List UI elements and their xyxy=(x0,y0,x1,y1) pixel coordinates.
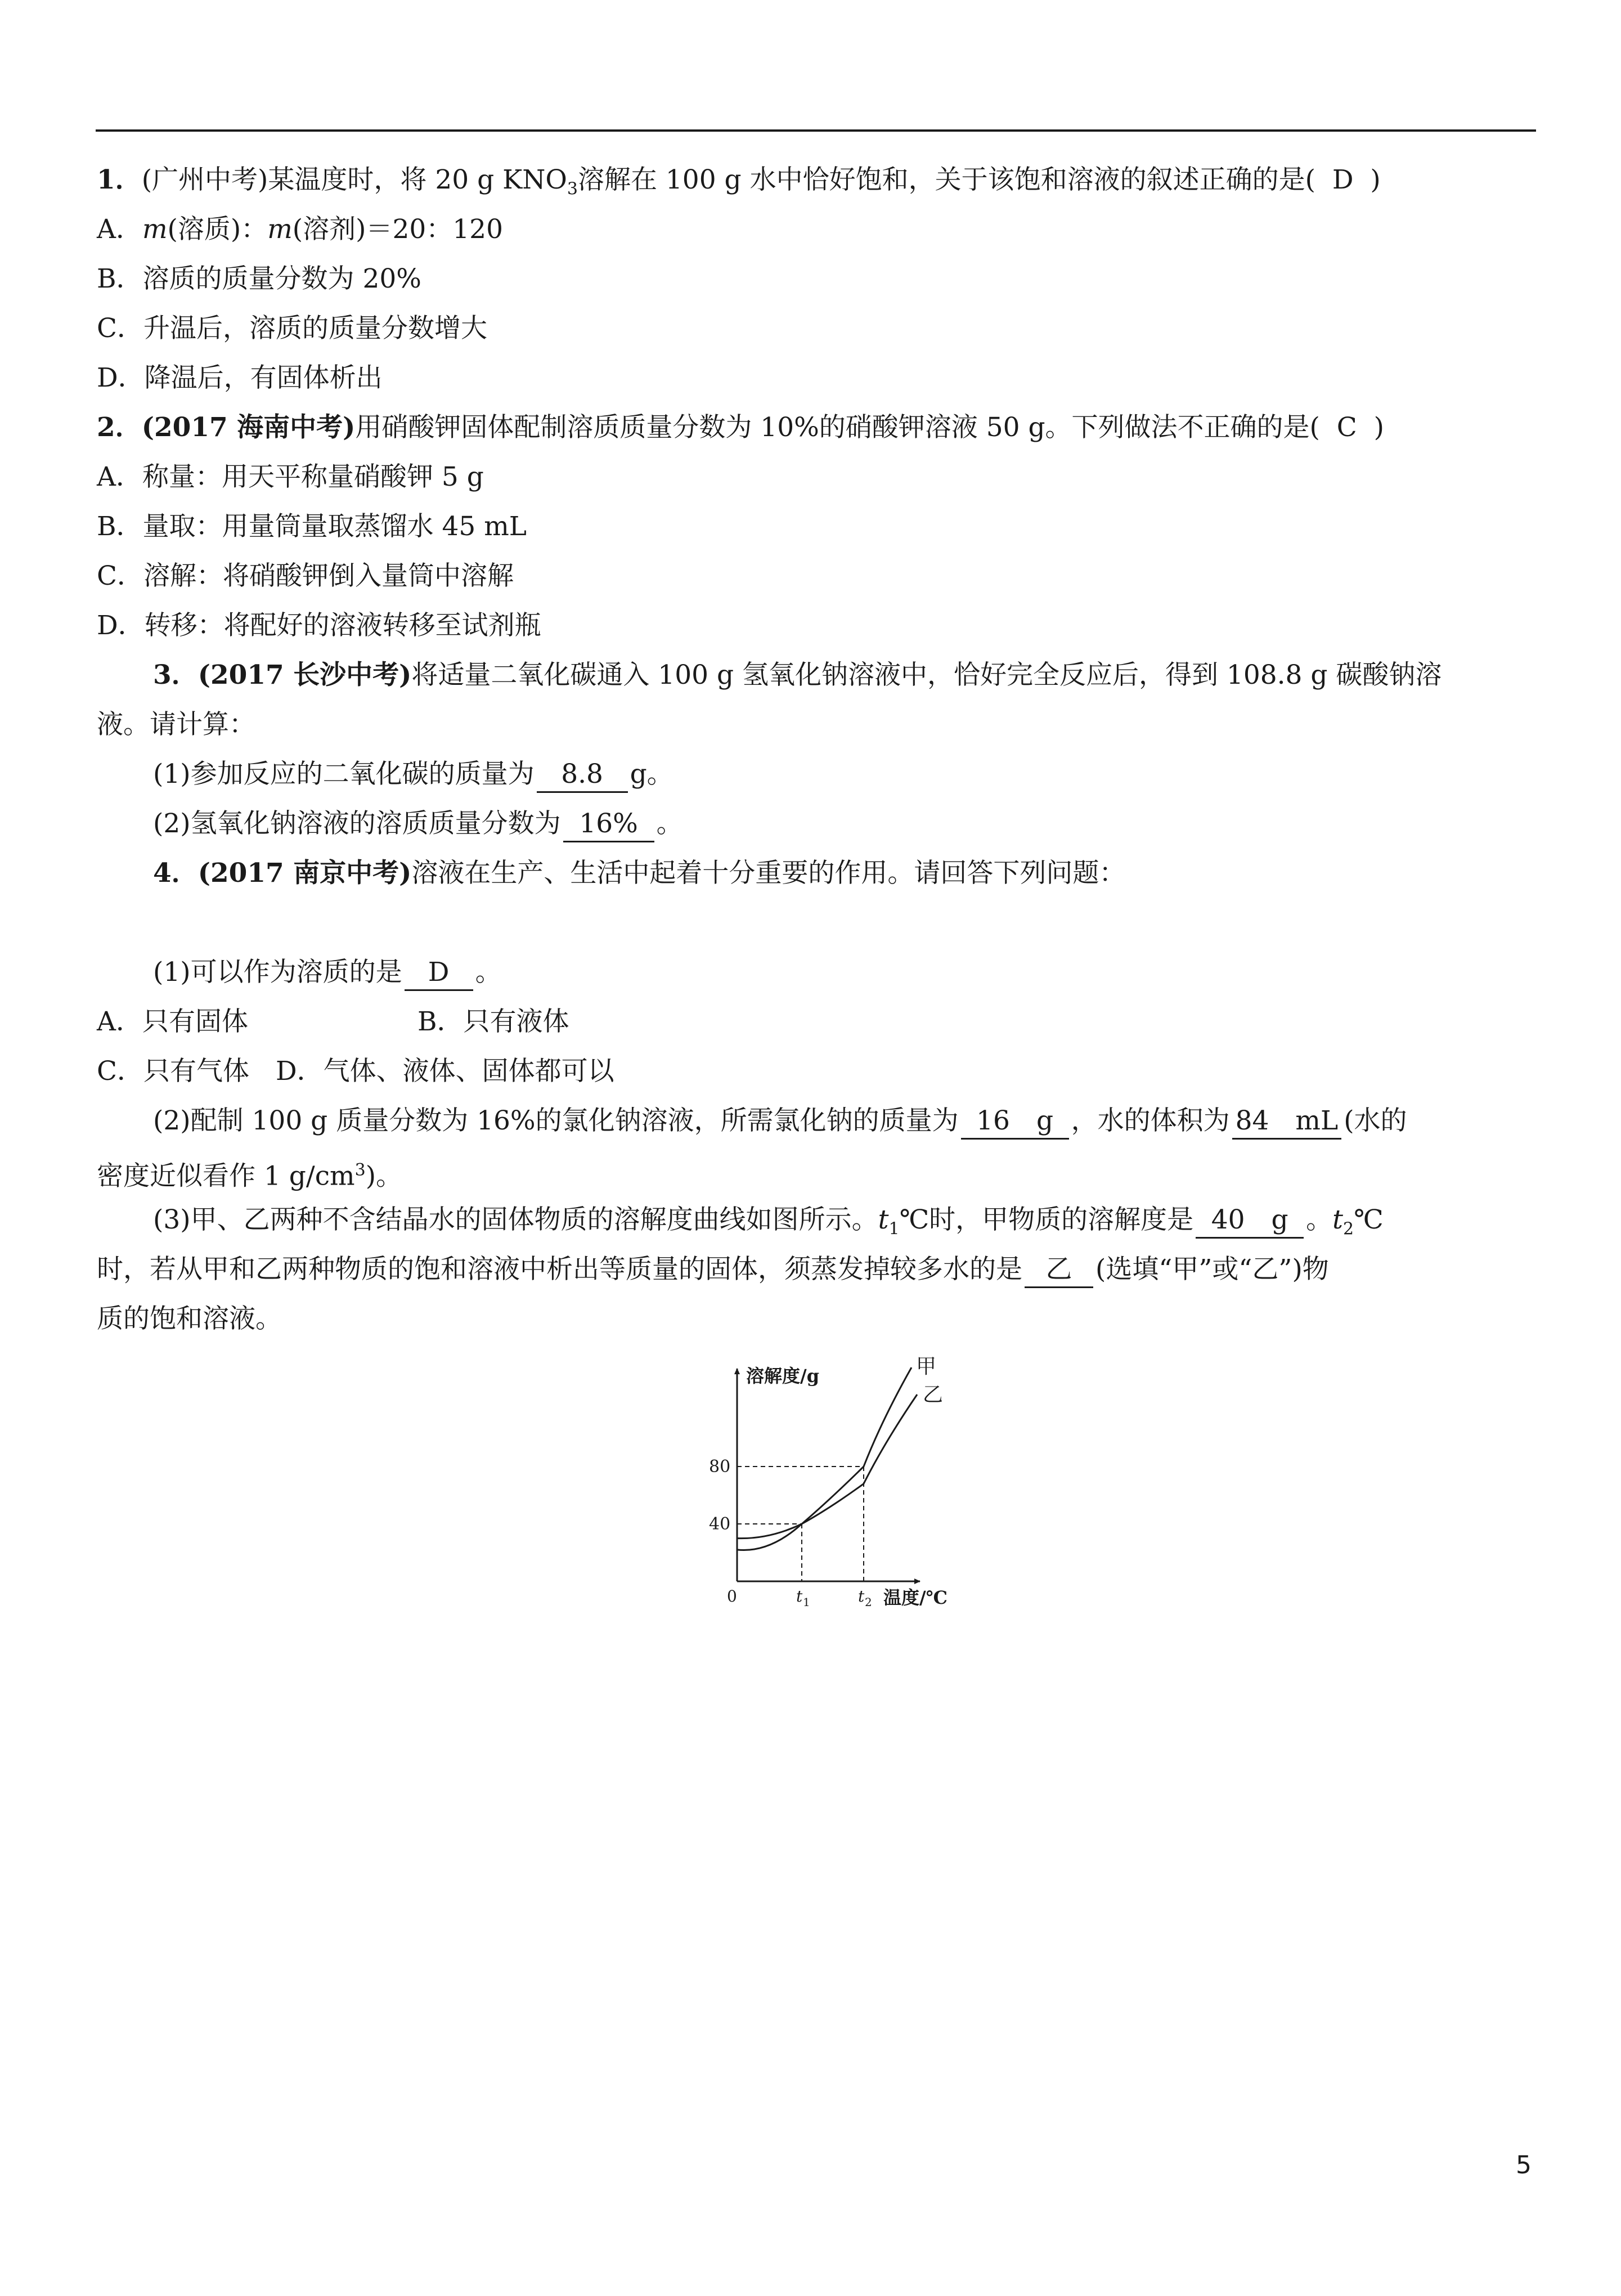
q1-option-b: B．溶质的质量分数为 20% xyxy=(97,263,421,294)
y-axis-label: 溶解度/g xyxy=(746,1365,820,1387)
q4-part3-answer-substance: 乙 xyxy=(1025,1253,1093,1288)
q1-close: ) xyxy=(1370,164,1381,195)
series-label-jia: 甲 xyxy=(916,1356,937,1378)
q1-stem-b: 溶解在 100 g 水中恰好饱和，关于该饱和溶液的叙述正确的是( xyxy=(577,164,1315,195)
q1-option-c: C．升温后，溶质的质量分数增大 xyxy=(97,313,487,344)
q3-part2-end: 。 xyxy=(656,808,683,839)
q4-option-b: B．只有液体 xyxy=(417,1006,569,1037)
q4-part3-t1-sub: 1 xyxy=(888,1219,900,1239)
origin-label: 0 xyxy=(727,1587,737,1606)
q4-stem-text: 溶液在生产、生活中起着十分重要的作用。请回答下列问题： xyxy=(411,858,1126,889)
q4-stem xyxy=(153,856,1125,890)
x-tick-t1: t xyxy=(796,1587,803,1606)
q2-number: 2． xyxy=(97,412,142,443)
y-tick-80: 80 xyxy=(709,1457,731,1477)
q4-part2-text: (2)配制 100 g 质量分数为 16%的氯化钠溶液，所需氯化钠的质量为 xyxy=(153,1105,959,1136)
q3-source: (2017 长沙中考) xyxy=(197,660,412,690)
solubility-chart xyxy=(692,1356,985,1621)
q4-part3-mid: ℃时，甲物质的溶解度是 xyxy=(899,1204,1194,1235)
q3-part2-answer: 16% xyxy=(563,807,654,842)
x-axis-label: 温度/℃ xyxy=(883,1587,948,1608)
q4-part3-continued xyxy=(97,1253,1329,1288)
q4-part3 xyxy=(153,1203,1384,1246)
header-rule xyxy=(96,129,1536,132)
q4-part3-continued-2: 质的饱和溶液。 xyxy=(97,1303,282,1334)
q1-option-a xyxy=(97,213,503,246)
q3-number: 3． xyxy=(153,660,198,690)
q1-option-a-m1: m xyxy=(142,214,168,245)
q3-part1-answer: 8.8 xyxy=(537,757,628,793)
q4-part1-text: (1)可以作为溶质的是 xyxy=(153,957,402,988)
series-label-yi: 乙 xyxy=(923,1383,944,1406)
q3-part2 xyxy=(153,807,683,842)
q4-option-cd: C．只有气体 D．气体、液体、固体都可以 xyxy=(97,1056,614,1087)
q4-part1 xyxy=(153,956,502,991)
q3-part2-text: (2)氢氧化钠溶液的溶质质量分数为 xyxy=(153,808,561,839)
q1-stem-sub: 3 xyxy=(567,179,578,199)
q4-number: 4． xyxy=(153,858,198,889)
chart-marks xyxy=(709,1356,943,1609)
q3-stem xyxy=(153,658,1442,692)
q1-answer: D xyxy=(1332,164,1354,195)
q4-part2 xyxy=(153,1104,1407,1140)
q1-option-a-t1: (溶质)： xyxy=(167,214,268,245)
x-tick-t2: t xyxy=(858,1587,865,1606)
q2-option-c: C．溶解：将硝酸钾倒入量筒中溶解 xyxy=(97,560,514,591)
q4-part2-answer-volume: 84 mL xyxy=(1232,1104,1342,1140)
q3-stem-text: 将适量二氧化碳通入 100 g 氢氧化钠溶液中，恰好完全反应后，得到 108.8 g 碳酸钠溶 xyxy=(411,660,1442,690)
q4-part3-degree: ℃ xyxy=(1354,1204,1384,1235)
q1-option-a-t2: (溶剂)＝20：120 xyxy=(292,214,503,245)
q4-part1-answer: D xyxy=(405,956,473,991)
q4-part3-answer-solubility: 40 g xyxy=(1196,1203,1304,1239)
q3-stem-continued: 液。请计算： xyxy=(97,709,255,740)
x-tick-sub-t1: 1 xyxy=(803,1595,810,1609)
q4-part2-end: (水的 xyxy=(1344,1105,1407,1136)
q3-part1 xyxy=(153,757,673,793)
q4-part3-t2-sub: 2 xyxy=(1343,1219,1354,1239)
q1-stem xyxy=(97,163,1381,206)
q4-part2-mid: ，水的体积为 xyxy=(1071,1105,1230,1136)
q1-source: (广州中考) xyxy=(141,164,268,195)
q2-option-a: A．称量：用天平称量硝酸钾 5 g xyxy=(97,461,484,492)
q2-stem xyxy=(97,411,1384,445)
q4-part3-text: (3)甲、乙两种不含结晶水的固体物质的溶解度曲线如图所示。 xyxy=(153,1204,878,1235)
q4-part3-mid2: 。 xyxy=(1306,1204,1333,1235)
y-tick-40: 40 xyxy=(709,1514,731,1534)
q3-part1-unit: g。 xyxy=(630,759,673,790)
q4-source: (2017 南京中考) xyxy=(197,858,412,889)
q2-source: (2017 海南中考) xyxy=(141,412,356,443)
q4-part2-answer-mass: 16 g xyxy=(961,1104,1069,1140)
q2-option-b: B．量取：用量筒量取蒸馏水 45 mL xyxy=(97,511,527,542)
q4-part3-t2: t xyxy=(1332,1204,1344,1235)
q4-part2-density-end: )。 xyxy=(365,1160,403,1192)
q1-stem-a: 某温度时，将 20 g KNO xyxy=(268,164,567,195)
q1-option-a-m2: m xyxy=(267,214,293,245)
q4-part1-end: 。 xyxy=(475,957,502,988)
q1-option-d: D．降温后，有固体析出 xyxy=(97,362,383,393)
q2-stem-text: 用硝酸钾固体配制溶质质量分数为 10%的硝酸钾溶液 50 g。下列做法不正确的是( xyxy=(355,412,1320,443)
q2-option-d: D．转移：将配好的溶液转移至试剂瓶 xyxy=(97,610,541,641)
page-number: 5 xyxy=(1516,2151,1532,2180)
q4-part2-continued xyxy=(97,1154,402,1194)
x-tick-sub-t2: 2 xyxy=(865,1595,872,1609)
q4-part3-cont-text: 时，若从甲和乙两种物质的饱和溶液中析出等质量的固体，须蒸发掉较多水的是 xyxy=(97,1254,1022,1285)
q4-part2-density-sup: 3 xyxy=(354,1160,366,1180)
q1-option-a-label: A． xyxy=(97,214,142,245)
q4-part2-density: 密度近似看作 1 g/cm xyxy=(97,1160,355,1192)
q4-part3-cont-end: (选填“甲”或“乙”)物 xyxy=(1095,1254,1329,1285)
q1-number: 1． xyxy=(97,164,142,195)
q2-answer: C xyxy=(1336,412,1357,443)
q4-part3-t1: t xyxy=(878,1204,889,1235)
q2-close: ) xyxy=(1373,412,1384,443)
q3-part1-text: (1)参加反应的二氧化碳的质量为 xyxy=(153,759,535,790)
q4-option-a: A．只有固体 xyxy=(97,1006,248,1037)
series-curve-jia xyxy=(737,1367,911,1550)
